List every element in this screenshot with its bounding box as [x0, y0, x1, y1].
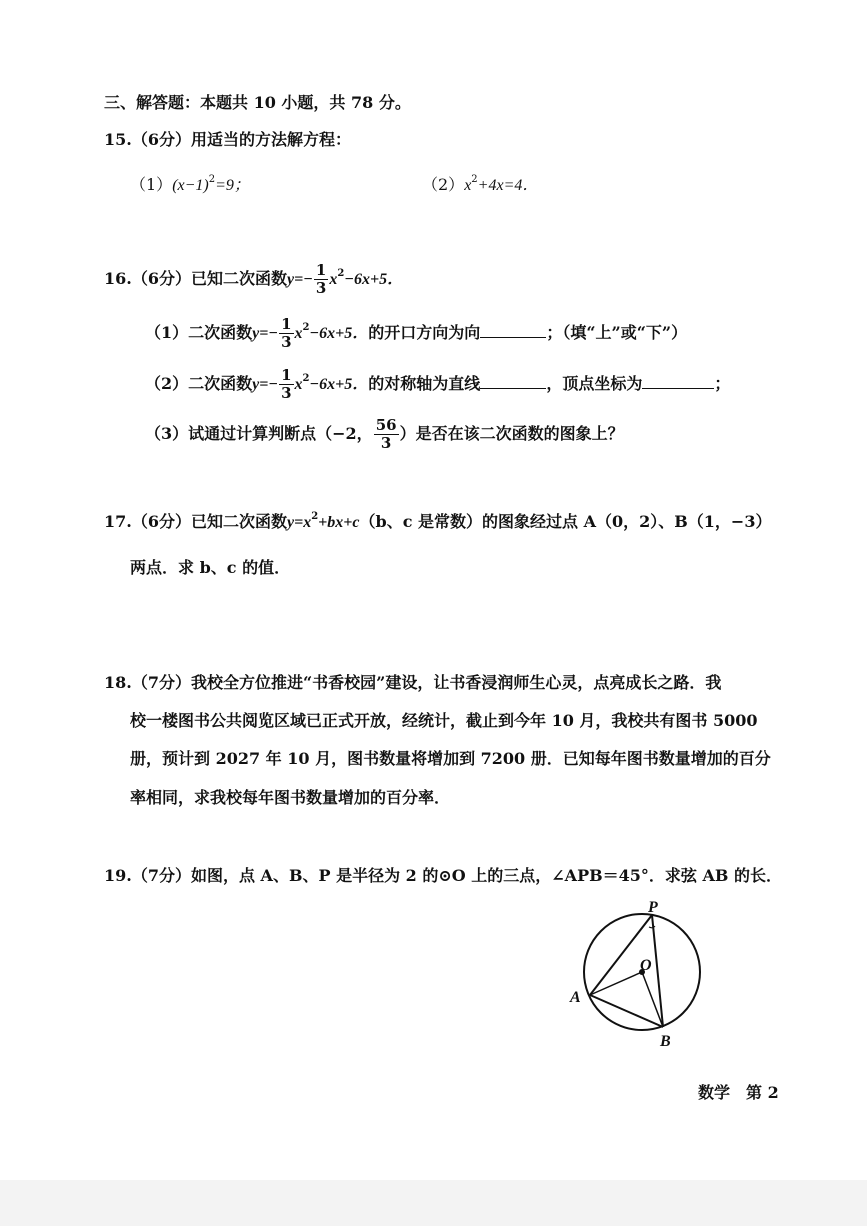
- q16-p2-num: 1: [281, 366, 292, 384]
- q15-p2-exp: 2: [471, 174, 478, 185]
- q16-p2-tail: 的对称轴为直线: [368, 374, 481, 393]
- q16-p2-blank1: [480, 374, 546, 389]
- q16-func-den: 3: [315, 279, 327, 297]
- q16-part2: [145, 367, 730, 402]
- q16-p1-hint: ；（填“上”或“下”）: [546, 323, 688, 342]
- q16-p1-tail: 的开口方向为向: [368, 323, 481, 342]
- q16-p1-y: y=−: [252, 325, 279, 342]
- q17-line1: [104, 511, 771, 534]
- label-o: O: [640, 957, 652, 974]
- q16-stem: [104, 262, 403, 297]
- q16-p1-exp: 2: [302, 322, 310, 333]
- q16-p2-label: （2）二次函数: [145, 374, 253, 393]
- q16-p1-num: 1: [281, 315, 292, 333]
- q16-p1-blank: [480, 323, 546, 338]
- q18-line3: 册，预计到 2027 年 10 月，图书数量将增加到 7200 册．已知每年图书数量增加的百分: [130, 749, 771, 768]
- q16-p3-text-a: （3）试通过计算判断点（−2，: [145, 424, 373, 443]
- q16-func-num: 1: [315, 261, 327, 279]
- label-b: B: [660, 1033, 671, 1050]
- q15-part2: [422, 174, 538, 197]
- label-p: P: [648, 899, 658, 916]
- q15-part1: [130, 174, 250, 197]
- q16-p2-den: 3: [281, 384, 292, 402]
- q16-p2-x: x: [294, 376, 303, 393]
- q15-p2-eq: x: [464, 177, 472, 194]
- q17-eq-rest: +bx+c: [318, 514, 360, 531]
- q18-line1: 18.（7分）我校全方位推进“书香校园”建设，让书香浸润师生心灵，点亮成长之路．我: [104, 673, 722, 692]
- q15-stem: 15.（6分）用适当的方法解方程：: [104, 130, 351, 149]
- q16-p2-end: ；: [714, 374, 731, 393]
- q15-p1-exp: 2: [208, 174, 216, 185]
- q15-p1-label: （1）: [130, 175, 173, 194]
- q17-eq: y=x: [286, 514, 312, 531]
- q16-p2-mid: ，顶点坐标为: [546, 374, 643, 393]
- page-footer: 数学 第 2: [698, 1083, 779, 1102]
- q16-func-x: x: [329, 271, 338, 288]
- q19-text: 19.（7分）如图，点 A、B、P 是半径为 2 的⊙O 上的三点，∠APB＝45°．求弦 AB 的长．: [104, 866, 782, 885]
- segment-ap: [590, 915, 652, 995]
- q16-stem-text: 16.（6分）已知二次函数: [104, 269, 287, 288]
- q16-p2-y: y=−: [252, 376, 279, 393]
- q16-p1-den: 3: [281, 333, 292, 351]
- circle-figure: [560, 890, 720, 1060]
- q16-func-y: y=−: [286, 271, 313, 288]
- q15-p1-eq-rest: =9；: [215, 177, 250, 194]
- scan-bottom-margin: [0, 1180, 867, 1226]
- q17-line2: 两点．求 b、c 的值．: [130, 558, 291, 577]
- q16-p2-blank2: [642, 374, 714, 389]
- q15-p2-eq-rest: +4x=4．: [477, 177, 539, 194]
- q16-part1: [145, 316, 687, 351]
- q15-p2-label: （2）: [422, 175, 465, 194]
- q16-p3-num: 56: [375, 416, 397, 434]
- q16-p1-x: x: [294, 325, 303, 342]
- segment-pb: [652, 915, 663, 1027]
- q18-line2: 校一楼图书公共阅览区域已正式开放，经统计，截止到今年 10 月，我校共有图书 5000: [130, 711, 758, 730]
- q16-p3-frac: [374, 417, 399, 452]
- q15-p1-eq: (x−1): [172, 177, 209, 194]
- q16-part3: [145, 417, 624, 452]
- q16-p3-den: 3: [380, 434, 392, 452]
- q16-p3-text-b: ）是否在该二次函数的图象上？: [399, 424, 624, 443]
- q17-text-b: （b、c 是常数）的图象经过点 A（0，2）、B（1，−3）: [359, 512, 772, 531]
- label-a: A: [570, 989, 581, 1006]
- q17-text-a: 17.（6分）已知二次函数: [104, 512, 287, 531]
- q16-func-rest: −6x+5．: [344, 271, 404, 288]
- q16-p1-label: （1）二次函数: [145, 323, 253, 342]
- q18-line4: 率相同，求我校每年图书数量增加的百分率．: [130, 788, 451, 807]
- q16-p1-frac: [279, 316, 293, 351]
- q16-p2-frac: [279, 367, 293, 402]
- q17-exp: 2: [311, 511, 319, 522]
- section-heading: 三、解答题：本题共 10 小题，共 78 分。: [104, 93, 411, 112]
- q16-p1-rest: −6x+5．: [309, 325, 369, 342]
- q16-p2-rest: −6x+5．: [309, 376, 369, 393]
- q16-func-frac: [314, 262, 328, 297]
- q16-p2-exp: 2: [302, 373, 310, 384]
- q16-func-exp: 2: [337, 268, 345, 279]
